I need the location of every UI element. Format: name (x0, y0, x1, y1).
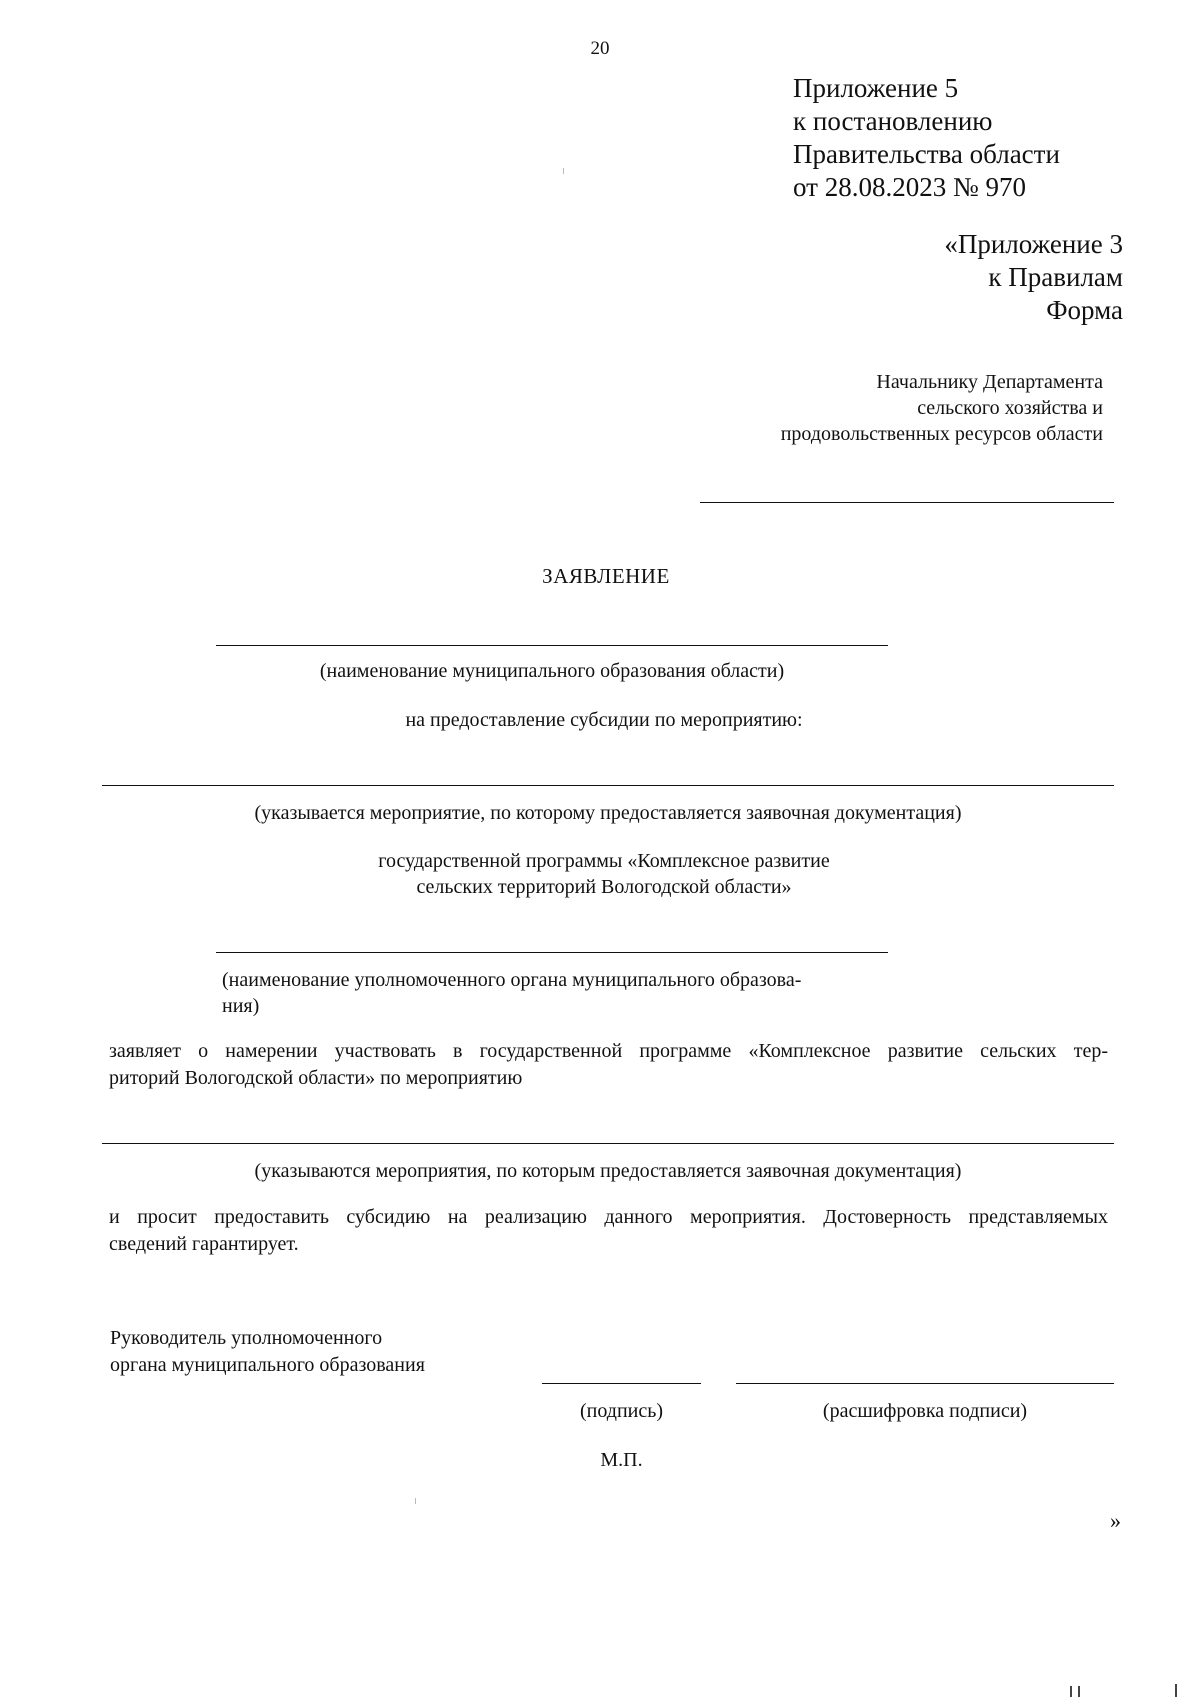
scan-edge-mark (1175, 1684, 1177, 1697)
appendix-5-line-2: к постановлению (793, 106, 993, 136)
declaration-line-2: риторий Вологодской области» по мероприятию (109, 1067, 523, 1089)
closing-quote: » (1110, 1508, 1121, 1533)
request-line-2: сведений гарантирует. (109, 1233, 299, 1255)
subsidy-intro: на предоставление субсидии по мероприятию: (405, 709, 803, 731)
document-title: ЗАЯВЛЕНИЕ (542, 564, 670, 588)
scan-speck (563, 168, 564, 174)
signature-decoding-caption: (расшифровка подписи) (822, 1400, 1028, 1422)
program-name-line-1: государственной программы «Комплексное развитие (378, 850, 830, 872)
appendix-3-line-2: к Правилам (988, 262, 1123, 292)
appendix-5-header (793, 72, 1060, 204)
scan-speck (415, 1498, 416, 1504)
events-blank-line (102, 1143, 1114, 1144)
form-label: Форма (1046, 295, 1123, 325)
municipality-caption: (наименование муниципального образования области) (319, 660, 785, 682)
scan-edge-mark (1070, 1686, 1072, 1697)
request-paragraph (109, 1204, 1108, 1258)
program-name (216, 848, 992, 900)
signature-blank-line (542, 1383, 701, 1384)
appendix-5-line-4: от 28.08.2023 № 970 (793, 172, 1026, 202)
authorized-body-caption-line-1: (наименование уполномоченного органа муниципального образова- (222, 969, 802, 991)
appendix-3-line-1: «Приложение 3 (944, 229, 1123, 259)
authorized-body-caption-line-2: ния) (222, 995, 260, 1017)
event-blank-line (102, 785, 1114, 786)
addressee-line-2: сельского хозяйства и (917, 397, 1103, 419)
program-name-line-2: сельских территорий Вологодской области» (416, 876, 792, 898)
page-number: 20 (590, 38, 610, 59)
signer-line-2: органа муниципального образования (110, 1354, 425, 1376)
addressee-block (781, 369, 1103, 447)
signature-decoding-blank-line (736, 1383, 1114, 1384)
municipality-blank-line (216, 645, 888, 646)
events-caption: (указываются мероприятия, по которым предоставляется заявочная документация) (254, 1160, 962, 1182)
appendix-3-header (944, 228, 1123, 327)
appendix-5-line-3: Правительства области (793, 139, 1060, 169)
addressee-line-3: продовольственных ресурсов области (780, 423, 1103, 445)
seal-label: М.П. (600, 1449, 643, 1471)
addressee-name-blank-line (700, 502, 1114, 503)
signer-line-1: Руководитель уполномоченного (110, 1327, 383, 1349)
signature-caption: (подпись) (579, 1400, 664, 1422)
signer-block (110, 1325, 425, 1379)
request-line-1: и просит предоставить субсидию на реализацию данного мероприятия. Достоверность представляемых (109, 1206, 1108, 1228)
appendix-5-line-1: Приложение 5 (793, 73, 959, 103)
authorized-body-blank-line (216, 952, 888, 953)
addressee-line-1: Начальнику Департамента (876, 371, 1103, 393)
declaration-line-1: заявляет о намерении участвовать в государственной программе «Комплексное развитие сельских тер- (109, 1040, 1108, 1062)
event-caption: (указывается мероприятие, по которому предоставляется заявочная документация) (254, 802, 962, 824)
declaration-paragraph (109, 1038, 1108, 1092)
authorized-body-caption (222, 967, 922, 1019)
scan-edge-mark (1078, 1686, 1080, 1697)
